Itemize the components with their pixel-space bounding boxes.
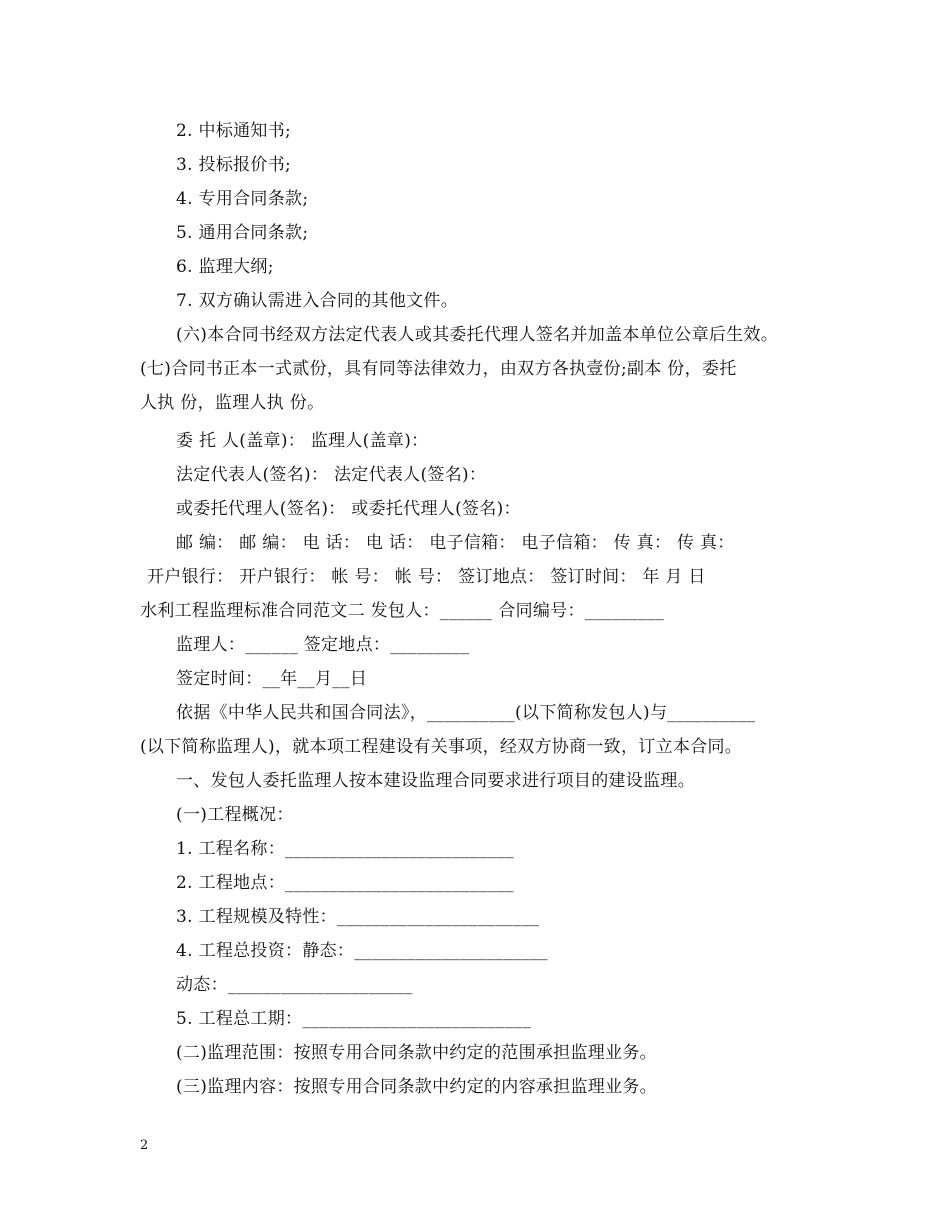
subsection-supervision-content: (三)监理内容：按照专用合同条款中约定的内容承担监理业务。: [176, 1077, 657, 1097]
field-project-name: 1. 工程名称：__________________________: [176, 839, 514, 859]
signature-legal-rep-line: 法定代表人(签名)： 法定代表人(签名)：: [176, 465, 487, 485]
paragraph-effectiveness: (六)本合同书经双方法定代表人或其委托代理人签名并加盖本单位公章后生效。: [176, 325, 779, 345]
field-investment-static: 4. 工程总投资：静态：______________________: [176, 941, 548, 961]
list-item-award-notice: 2. 中标通知书;: [176, 121, 292, 141]
paragraph-basis-continued: (以下简称监理人)，就本项工程建设有关事项，经双方协商一致，订立本合同。: [140, 737, 743, 757]
list-item-other-documents: 7. 双方确认需进入合同的其他文件。: [176, 291, 459, 311]
list-item-bid-quotation: 3. 投标报价书;: [176, 155, 292, 175]
subsection-project-overview: (一)工程概况：: [176, 805, 294, 825]
signature-agent-line: 或委托代理人(签名)： 或委托代理人(签名)：: [176, 499, 521, 519]
supervisor-location-line: 监理人：______ 签定地点：_________: [176, 635, 470, 655]
paragraph-copies: (七)合同书正本一式贰份，具有同等法律效力，由双方各执壹份;副本 份，委托: [140, 359, 737, 379]
field-project-location: 2. 工程地点：__________________________: [176, 873, 514, 893]
subsection-supervision-scope: (二)监理范围：按照专用合同条款中约定的范围承担监理业务。: [176, 1043, 657, 1063]
list-item-special-terms: 4. 专用合同条款;: [176, 189, 309, 209]
page-number: 2: [140, 1138, 149, 1153]
bank-info-line: 开户银行： 开户银行： 帐 号： 帐 号： 签订地点： 签订时间： 年 月 日: [147, 567, 706, 587]
list-item-general-terms: 5. 通用合同条款;: [176, 223, 309, 243]
field-investment-dynamic: 动态：_____________________: [176, 975, 413, 995]
field-total-duration: 5. 工程总工期：__________________________: [176, 1009, 532, 1029]
list-item-supervision-outline: 6. 监理大纲;: [176, 257, 274, 277]
signing-date-line: 签定时间：__年__月__日: [176, 669, 368, 689]
field-project-scale: 3. 工程规模及特性：_______________________: [176, 907, 540, 927]
paragraph-copies-continued: 人执 份，监理人执 份。: [140, 393, 325, 413]
section-heading-entrustment: 一、发包人委托监理人按本建设监理合同要求进行项目的建设监理。: [176, 771, 695, 791]
signature-seal-line: 委 托 人(盖章)： 监理人(盖章)：: [176, 431, 429, 451]
paragraph-basis: 依据《中华人民共和国合同法》，__________(以下简称发包人)与__________: [176, 703, 756, 723]
contact-info-line: 邮 编： 邮 编： 电 话： 电 话： 电子信箱： 电子信箱： 传 真： 传 真：: [176, 533, 735, 553]
contract-title-line: 水利工程监理标准合同范文二 发包人：______ 合同编号：_________: [140, 601, 665, 621]
